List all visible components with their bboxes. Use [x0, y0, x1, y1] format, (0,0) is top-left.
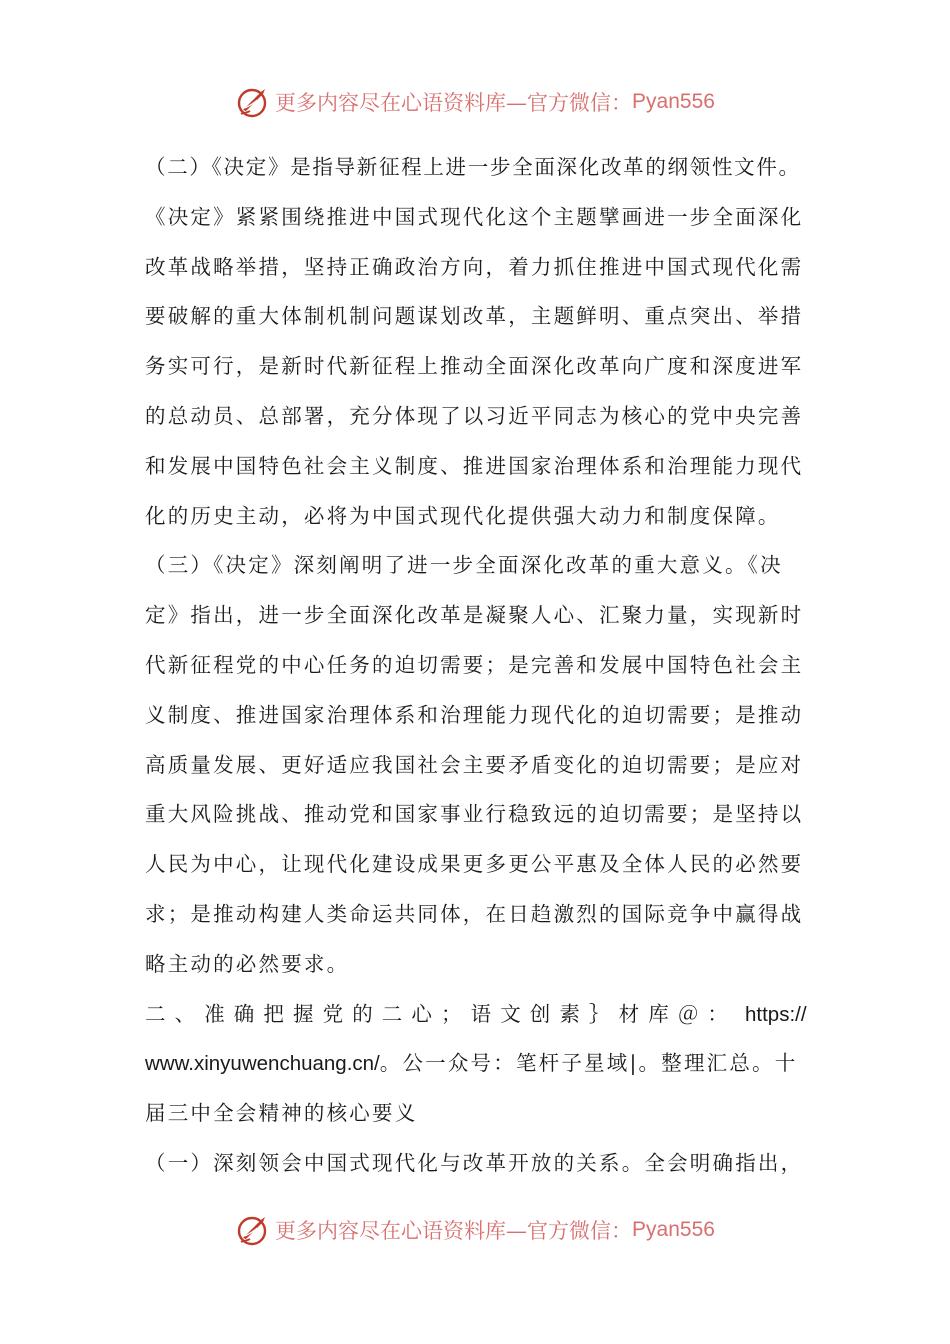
url-fragment: https://	[745, 1002, 807, 1026]
text-line: 改革战略举措，坚持正确政治方向，着力抓住推进中国式现代化需	[145, 254, 804, 279]
text-line: 要破解的重大体制机制问题谋划改革，主题鲜明、重点突出、举措	[145, 304, 804, 329]
text-fragment: 。公一众号：笔杆子星域|。整理汇总。十	[379, 1051, 798, 1076]
text-line: 和发展中国特色社会主义制度、推进国家治理体系和治理能力现代	[145, 453, 804, 478]
text-line: （二）《决定》是指导新征程上进一步全面深化改革的纲领性文件。	[145, 155, 801, 179]
text-line: 义制度、推进国家治理体系和治理能力现代化的迫切需要；是推动	[145, 702, 804, 727]
pen-logo-icon	[235, 84, 271, 120]
url-line	[145, 1039, 805, 1089]
text-line: 求；是推动构建人类命运共同体，在日趋激烈的国际竞争中赢得战	[145, 901, 804, 926]
pen-logo-icon	[235, 1212, 271, 1248]
text-line: （一）深刻领会中国式现代化与改革开放的关系。全会明确指出，	[145, 1150, 804, 1175]
document-body	[145, 143, 805, 1189]
text-line: 高质量发展、更好适应我国社会主要矛盾变化的迫切需要；是应对	[145, 752, 804, 777]
text-line: 务实可行，是新时代新征程上推动全面深化改革向广度和深度进军	[145, 354, 804, 379]
url-text: www.xinyuwenchuang.cn/	[145, 1052, 380, 1076]
banner-wechat-id: Pyan556	[632, 1218, 715, 1241]
text-line: 人民为中心，让现代化建设成果更多更公平惠及全体人民的必然要	[145, 852, 804, 877]
header-banner	[0, 82, 950, 122]
text-line: 化的历史主动，必将为中国式现代化提供强大动力和制度保障。	[145, 503, 781, 528]
footer-banner	[0, 1210, 950, 1250]
text-line: 的总动员、总部署，充分体现了以习近平同志为核心的党中央完善	[145, 403, 804, 428]
section-heading-line	[145, 990, 805, 1040]
banner-wechat-id: Pyan556	[632, 90, 715, 113]
text-line: 《决定》紧紧围绕推进中国式现代化这个主题擘画进一步全面深化	[145, 204, 804, 229]
text-line: 代新征程党的中心任务的迫切需要；是完善和发展中国特色社会主	[145, 652, 804, 677]
section-heading-text: 二、准确把握党的二心；语文创素｝材库＠：	[145, 1001, 737, 1026]
banner-text: 更多内容尽在心语资料库—官方微信：	[275, 91, 633, 115]
text-line: 略主动的必然要求。	[145, 951, 350, 976]
text-line: 定》指出，进一步全面深化改革是凝聚人心、汇聚力量，实现新时	[145, 603, 804, 628]
banner-text: 更多内容尽在心语资料库—官方微信：	[275, 1219, 633, 1243]
text-line: 重大风险挑战、推动党和国家事业行稳致远的迫切需要；是坚持以	[145, 802, 804, 827]
text-line: （三）《决定》深刻阐明了进一步全面深化改革的重大意义。《决	[145, 553, 783, 578]
text-line: 届三中全会精神的核心要义	[145, 1101, 418, 1126]
